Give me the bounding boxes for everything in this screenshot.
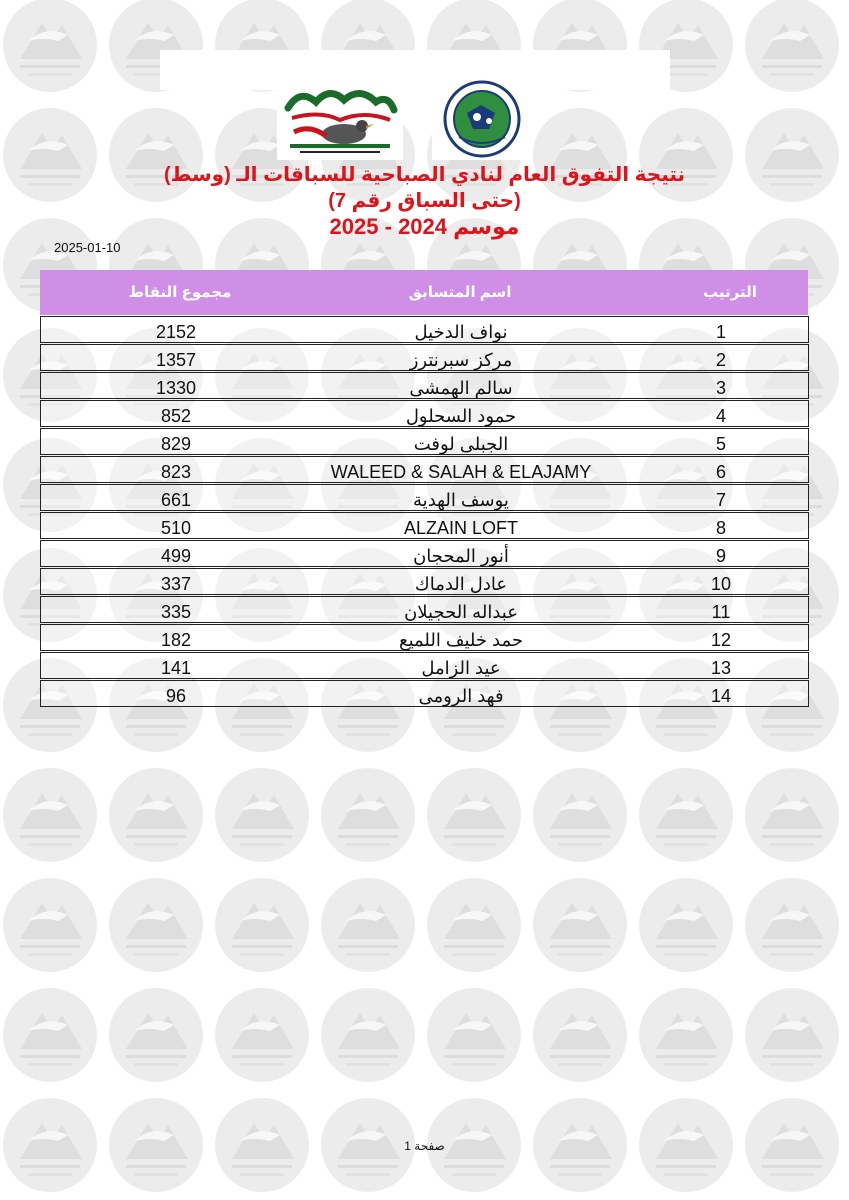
- cell-name: فهد الرومى: [418, 686, 504, 706]
- cell-name: حمد خليف اللميع: [399, 630, 523, 650]
- cell-rank: 12: [710, 630, 732, 650]
- page-number: صفحة 1: [404, 1139, 445, 1153]
- report-date: 2025-01-10: [54, 240, 121, 255]
- table-row: [40, 344, 809, 371]
- cell-rank: 7: [715, 490, 726, 510]
- table-row: [40, 316, 809, 343]
- cell-name: سالم الهمشى: [409, 378, 513, 398]
- cell-rank: 9: [715, 546, 726, 566]
- table-row: [40, 540, 809, 567]
- cell-rank: 2: [715, 350, 726, 370]
- cell-name: عبداله الحجيلان: [404, 602, 518, 622]
- cell-points: 510: [160, 518, 192, 538]
- cell-points: 141: [160, 658, 192, 678]
- header-name: اسم المتسابق: [408, 284, 512, 301]
- cell-name: WALEED & SALAH & ELAJAMY: [330, 462, 592, 482]
- report-subtitle-season: موسم 2024 - 2025: [329, 214, 520, 239]
- table-row: [40, 428, 809, 455]
- club-logo-icon: [280, 80, 400, 158]
- cell-name: عادل الدماك: [414, 574, 508, 594]
- cell-name: مركز سبرنترز: [409, 350, 513, 370]
- report-title: نتيجة التفوق العام لنادي الصباحية للسباقات الـ (وسط): [163, 164, 686, 186]
- kuwait-pigeon-club-logo: [277, 78, 403, 160]
- header-rank: الترتيب: [703, 284, 757, 301]
- table-row: [40, 484, 809, 511]
- table-row: [40, 568, 809, 595]
- cell-name: عيد الزامل: [421, 658, 501, 678]
- cell-rank: 4: [715, 406, 726, 426]
- table-header: [40, 270, 808, 315]
- cell-rank: 6: [715, 462, 726, 482]
- cell-rank: 1: [715, 322, 726, 342]
- cell-points: 829: [160, 434, 192, 454]
- table-row: [40, 596, 809, 623]
- cell-name: أنور المحجان: [413, 546, 509, 566]
- cell-rank: 14: [710, 686, 732, 706]
- cell-points: 2152: [155, 322, 197, 342]
- header-band: [160, 50, 670, 90]
- cell-rank: 10: [710, 574, 732, 594]
- table-row: [40, 456, 809, 483]
- table-row: [40, 624, 809, 651]
- cell-rank: 11: [711, 602, 731, 622]
- cell-points: 852: [160, 406, 192, 426]
- cell-points: 96: [165, 686, 187, 706]
- cell-points: 823: [160, 462, 192, 482]
- cell-name: الجبلى لوفت: [413, 434, 509, 454]
- table-row: [40, 652, 809, 679]
- cell-points: 182: [160, 630, 192, 650]
- cell-points: 661: [160, 490, 192, 510]
- federation-logo-icon: [437, 79, 527, 159]
- cell-points: 1330: [155, 378, 197, 398]
- table-row: [40, 512, 809, 539]
- table-row: [40, 400, 809, 427]
- cell-name: يوسف الهدية: [413, 490, 509, 510]
- cell-points: 1357: [155, 350, 197, 370]
- table-row: [40, 372, 809, 399]
- results-table: [40, 316, 809, 708]
- cell-name: ALZAIN LOFT: [403, 518, 519, 538]
- cell-rank: 13: [710, 658, 732, 678]
- cell-name: نواف الدخيل: [414, 322, 508, 342]
- table-row: [40, 680, 809, 707]
- cell-rank: 5: [715, 434, 726, 454]
- report-subtitle-race: (حتى السباق رقم 7): [328, 190, 521, 212]
- cell-points: 499: [160, 546, 192, 566]
- kuwait-federation-logo: [432, 78, 532, 160]
- cell-rank: 3: [715, 378, 726, 398]
- cell-name: حمود السحلول: [405, 406, 517, 426]
- header-points: مجموع النقاط: [128, 284, 232, 301]
- cell-points: 337: [160, 574, 192, 594]
- cell-points: 335: [160, 602, 192, 622]
- cell-rank: 8: [715, 518, 726, 538]
